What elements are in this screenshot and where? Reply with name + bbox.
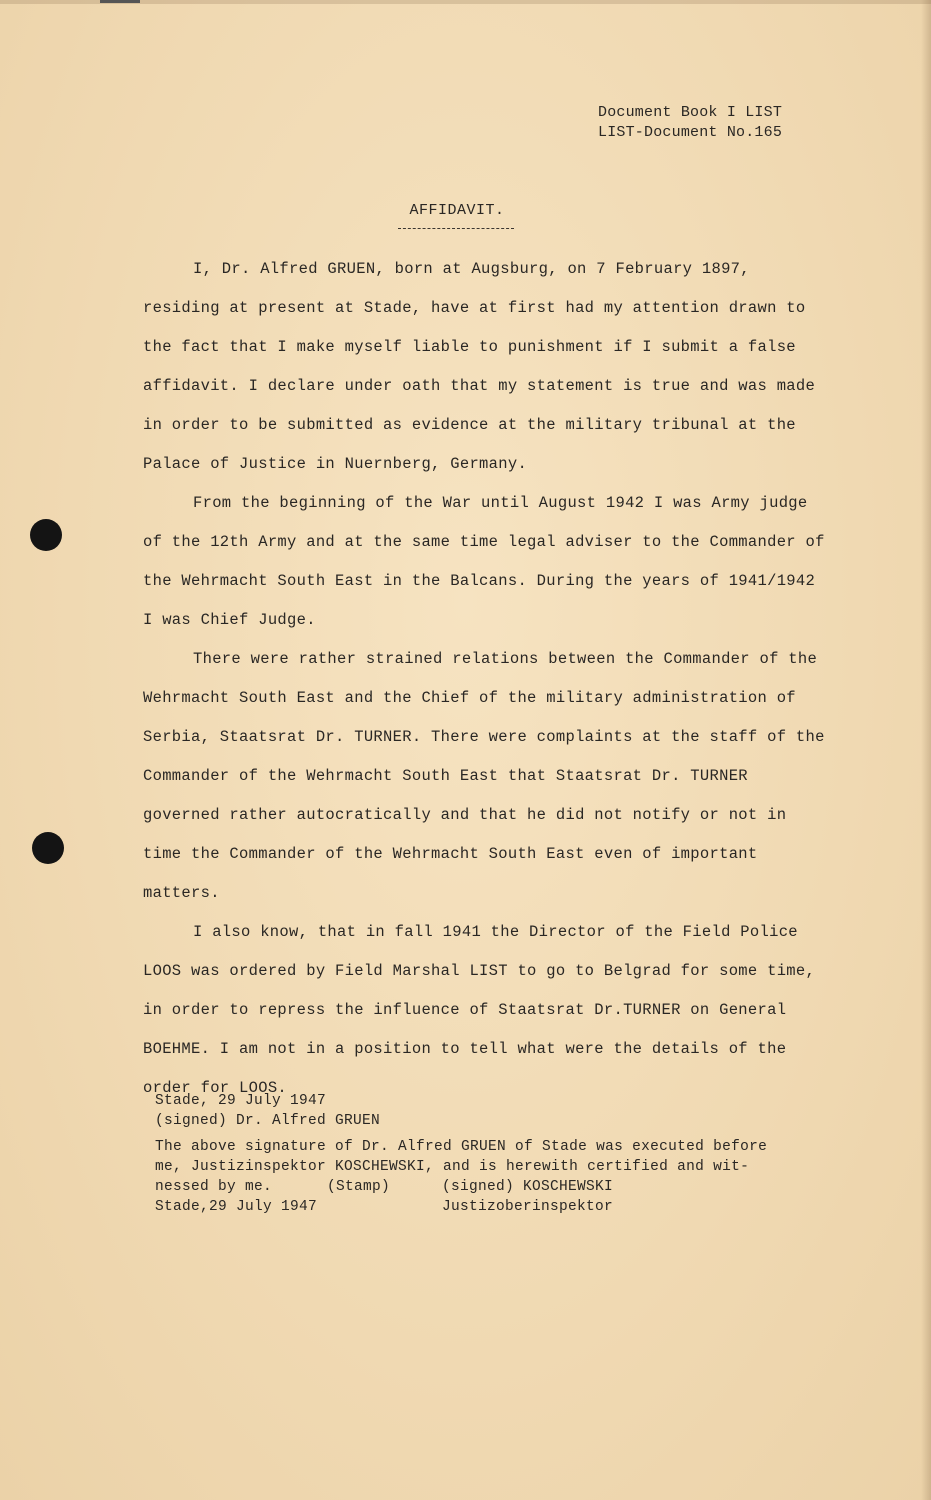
witness-row bbox=[155, 1177, 825, 1197]
punch-hole-lower bbox=[32, 832, 64, 864]
official-signature: (signed) KOSCHEWSKI bbox=[442, 1179, 614, 1195]
place-date: Stade, 29 July 1947 bbox=[155, 1093, 327, 1109]
affiant-signature: (signed) Dr. Alfred GRUEN bbox=[155, 1113, 381, 1129]
document-number-line: LIST-Document No.165 bbox=[598, 124, 783, 141]
official-place-date: Stade,29 July 1947 bbox=[155, 1199, 318, 1215]
document-title: AFFIDAVIT. bbox=[409, 202, 505, 219]
title-underline bbox=[398, 228, 514, 229]
affidavit-body bbox=[143, 250, 833, 1108]
certification-line-2: me, Justizinspektor KOSCHEWSKI, and is herewith certified and wit- bbox=[155, 1159, 750, 1175]
paragraph-field-police: I also know, that in fall 1941 the Director of the Field Police LOOS was ordered by Field Marshal LIST to go to Belgrad for some time, in order to repress the influence of Staatsrat Dr.TURNER on General BOEHME. I am not in a position to tell what were the details of the order for LOOS. bbox=[143, 923, 816, 1097]
document-book-line: Document Book I LIST bbox=[598, 104, 783, 121]
document-reference bbox=[598, 103, 782, 143]
paragraph-introduction: I, Dr. Alfred GRUEN, born at Augsburg, on 7 February 1897, residing at present at Stade, have at first had my attention drawn to the fact that I make myself liable to punishment if I submit a false affidavit. I declare under oath that my statement is true and was made in order to be submitted as evidence at the military tribunal at the Palace of Justice in Nuernberg, Germany. bbox=[143, 260, 816, 473]
certification-line-1: The above signature of Dr. Alfred GRUEN of Stade was executed before bbox=[155, 1139, 768, 1155]
paragraph-army-judge: From the beginning of the War until August 1942 I was Army judge of the 12th Army and at the same time legal adviser to the Commander of the Wehrmacht South East in the Balcans. During the years of 1941/1942 I was Chief Judge. bbox=[143, 494, 825, 629]
signature-block bbox=[155, 1091, 825, 1217]
paragraph-strained-relations: There were rather strained relations between the Commander of the Wehrmacht South East and the Chief of the military administration of Serbia, Staatsrat Dr. TURNER. There were complaints at the staff of the Commander of the Wehrmacht South East that Staatsrat Dr. TURNER governed rather autocratically and that he did not notify or not in time the Commander of the Wehrmacht South East even of important matters. bbox=[143, 650, 825, 902]
stamp-label: (Stamp) bbox=[327, 1179, 391, 1195]
paper-top-mark bbox=[100, 0, 140, 3]
official-row bbox=[155, 1197, 825, 1217]
official-title: Justizoberinspektor bbox=[442, 1199, 614, 1215]
witnessed-by: nessed by me. bbox=[155, 1179, 273, 1195]
punch-hole-upper bbox=[30, 519, 62, 551]
paper-right-edge bbox=[921, 0, 931, 1500]
